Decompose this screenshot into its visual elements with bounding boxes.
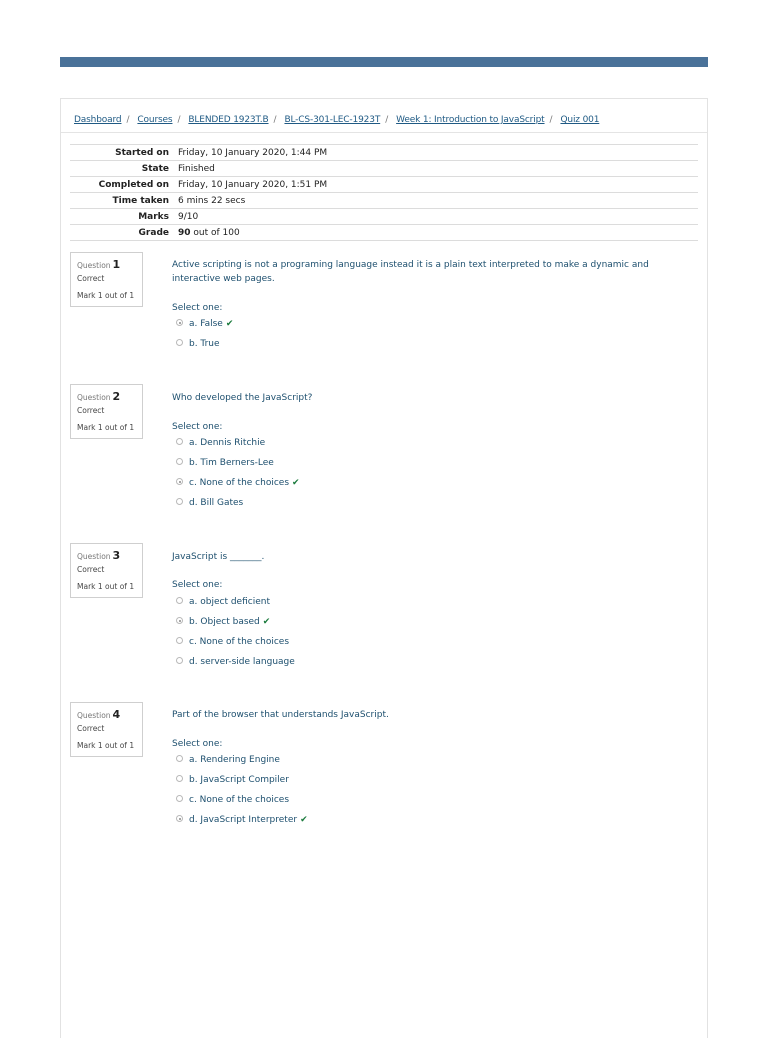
question-mark: Mark 1 out of 1 <box>77 741 135 750</box>
summary-value: Friday, 10 January 2020, 1:51 PM <box>178 177 698 193</box>
summary-label: Time taken <box>70 193 178 209</box>
answer-option[interactable] <box>176 498 243 510</box>
answer-option-label: d. JavaScript Interpreter <box>189 815 298 825</box>
question-mark: Mark 1 out of 1 <box>77 291 135 300</box>
question-state: Correct <box>77 565 105 574</box>
radio-checked-icon[interactable] <box>176 617 183 624</box>
answer-option-label: c. None of the choices <box>189 637 290 647</box>
question-number <box>77 549 120 562</box>
summary-row-completed <box>70 177 698 193</box>
answer-option-label: a. object deficient <box>189 597 270 607</box>
summary-row-grade <box>70 225 698 241</box>
question-info-box <box>70 384 143 439</box>
question-text: Who developed the JavaScript? <box>172 393 313 403</box>
answer-option[interactable] <box>176 339 220 351</box>
summary-label: State <box>70 161 178 177</box>
answer-option[interactable] <box>176 795 289 807</box>
radio-icon[interactable] <box>176 657 183 664</box>
answer-option[interactable] <box>176 775 289 787</box>
summary-value: 6 mins 22 secs <box>178 193 698 209</box>
check-icon: ✔ <box>225 319 234 329</box>
breadcrumb-quiz[interactable]: Quiz 001 <box>560 115 600 125</box>
answer-option[interactable] <box>176 458 274 470</box>
radio-checked-icon[interactable] <box>176 319 183 326</box>
summary-label: Marks <box>70 209 178 225</box>
answer-option[interactable] <box>176 657 295 669</box>
question-label: Question <box>77 711 111 720</box>
radio-checked-icon[interactable] <box>176 478 183 485</box>
answer-option[interactable] <box>176 597 270 609</box>
answer-option-label: d. Bill Gates <box>189 498 244 508</box>
breadcrumb-section[interactable]: BL-CS-301-LEC-1923T <box>284 115 381 125</box>
question-mark: Mark 1 out of 1 <box>77 423 135 432</box>
question-text: JavaScript is _______. <box>172 552 265 562</box>
question-mark: Mark 1 out of 1 <box>77 582 135 591</box>
grade-score: 90 <box>178 227 191 238</box>
answer-option-label: b. JavaScript Compiler <box>189 775 289 785</box>
answer-option[interactable] <box>176 319 233 331</box>
summary-value: 9/10 <box>178 209 698 225</box>
select-one-prompt: Select one: <box>172 580 223 590</box>
breadcrumb-week[interactable]: Week 1: Introduction to JavaScript <box>396 115 545 125</box>
select-one-prompt: Select one: <box>172 739 223 749</box>
answer-option[interactable] <box>176 617 270 629</box>
question-state: Correct <box>77 274 105 283</box>
answer-option-label: a. Dennis Ritchie <box>189 438 266 448</box>
radio-icon[interactable] <box>176 498 183 505</box>
summary-row-started <box>70 145 698 161</box>
radio-icon[interactable] <box>176 438 183 445</box>
answer-option[interactable] <box>176 755 280 767</box>
question-number-value: 1 <box>112 258 121 271</box>
answer-option-label: b. True <box>189 339 220 349</box>
question-number-value: 2 <box>112 390 121 403</box>
check-icon: ✔ <box>262 617 271 627</box>
radio-icon[interactable] <box>176 339 183 346</box>
summary-label: Grade <box>70 225 178 241</box>
check-icon: ✔ <box>300 815 308 825</box>
question-number-value: 3 <box>112 549 121 562</box>
question-info-box <box>70 702 143 757</box>
summary-label: Completed on <box>70 177 178 193</box>
radio-checked-icon[interactable] <box>176 815 183 822</box>
question-number-value: 4 <box>112 708 121 721</box>
answer-option[interactable] <box>176 637 289 649</box>
breadcrumb-separator: / <box>126 115 130 125</box>
summary-value: Finished <box>178 161 698 177</box>
summary-row-time-taken <box>70 193 698 209</box>
answer-option[interactable] <box>176 815 308 827</box>
summary-row-marks <box>70 209 698 225</box>
breadcrumb-course[interactable]: BLENDED 1923T.B <box>188 115 269 125</box>
breadcrumb-courses[interactable]: Courses <box>137 115 173 125</box>
answer-option[interactable] <box>176 478 300 490</box>
select-one-prompt: Select one: <box>172 303 223 313</box>
radio-icon[interactable] <box>176 755 183 762</box>
answer-option-label: b. Object based <box>189 617 260 627</box>
answer-option-label: b. Tim Berners-Lee <box>189 458 274 468</box>
answer-option-label: c. None of the choices <box>189 795 290 805</box>
question-label: Question <box>77 552 111 561</box>
question-state: Correct <box>77 724 105 733</box>
breadcrumb <box>74 115 599 129</box>
summary-value: Friday, 10 January 2020, 1:44 PM <box>178 145 698 161</box>
question-label: Question <box>77 261 111 270</box>
check-icon: ✔ <box>292 478 300 488</box>
radio-icon[interactable] <box>176 795 183 802</box>
radio-icon[interactable] <box>176 637 183 644</box>
breadcrumb-separator: / <box>549 115 553 125</box>
summary-value <box>178 225 698 241</box>
breadcrumb-separator: / <box>177 115 181 125</box>
select-one-prompt: Select one: <box>172 422 223 432</box>
breadcrumb-separator: / <box>273 115 277 125</box>
answer-option-label: a. False <box>189 319 223 329</box>
radio-icon[interactable] <box>176 458 183 465</box>
summary-label: Started on <box>70 145 178 161</box>
top-accent-bar <box>60 57 708 67</box>
breadcrumb-dashboard[interactable]: Dashboard <box>74 115 122 125</box>
radio-icon[interactable] <box>176 597 183 604</box>
question-label: Question <box>77 393 111 402</box>
question-state: Correct <box>77 406 105 415</box>
summary-row-state <box>70 161 698 177</box>
question-text: Part of the browser that understands JavaScript. <box>172 710 389 720</box>
grade-out-of: out of 100 <box>190 227 240 238</box>
answer-option-label: c. None of the choices <box>189 478 290 488</box>
answer-option-label: d. server-side language <box>189 657 295 667</box>
answer-option[interactable] <box>176 438 265 450</box>
breadcrumb-separator: / <box>385 115 389 125</box>
question-number <box>77 708 120 721</box>
attempt-summary-table <box>70 144 698 241</box>
question-text: Active scripting is not a programing language instead it is a plain text interpreted to make a dynamic and interactive web pages. <box>172 260 649 284</box>
breadcrumb-divider <box>61 132 707 133</box>
question-info-box <box>70 252 143 307</box>
question-number <box>77 390 120 403</box>
radio-icon[interactable] <box>176 775 183 782</box>
question-info-box <box>70 543 143 598</box>
answer-option-label: a. Rendering Engine <box>189 755 280 765</box>
question-number <box>77 258 120 271</box>
